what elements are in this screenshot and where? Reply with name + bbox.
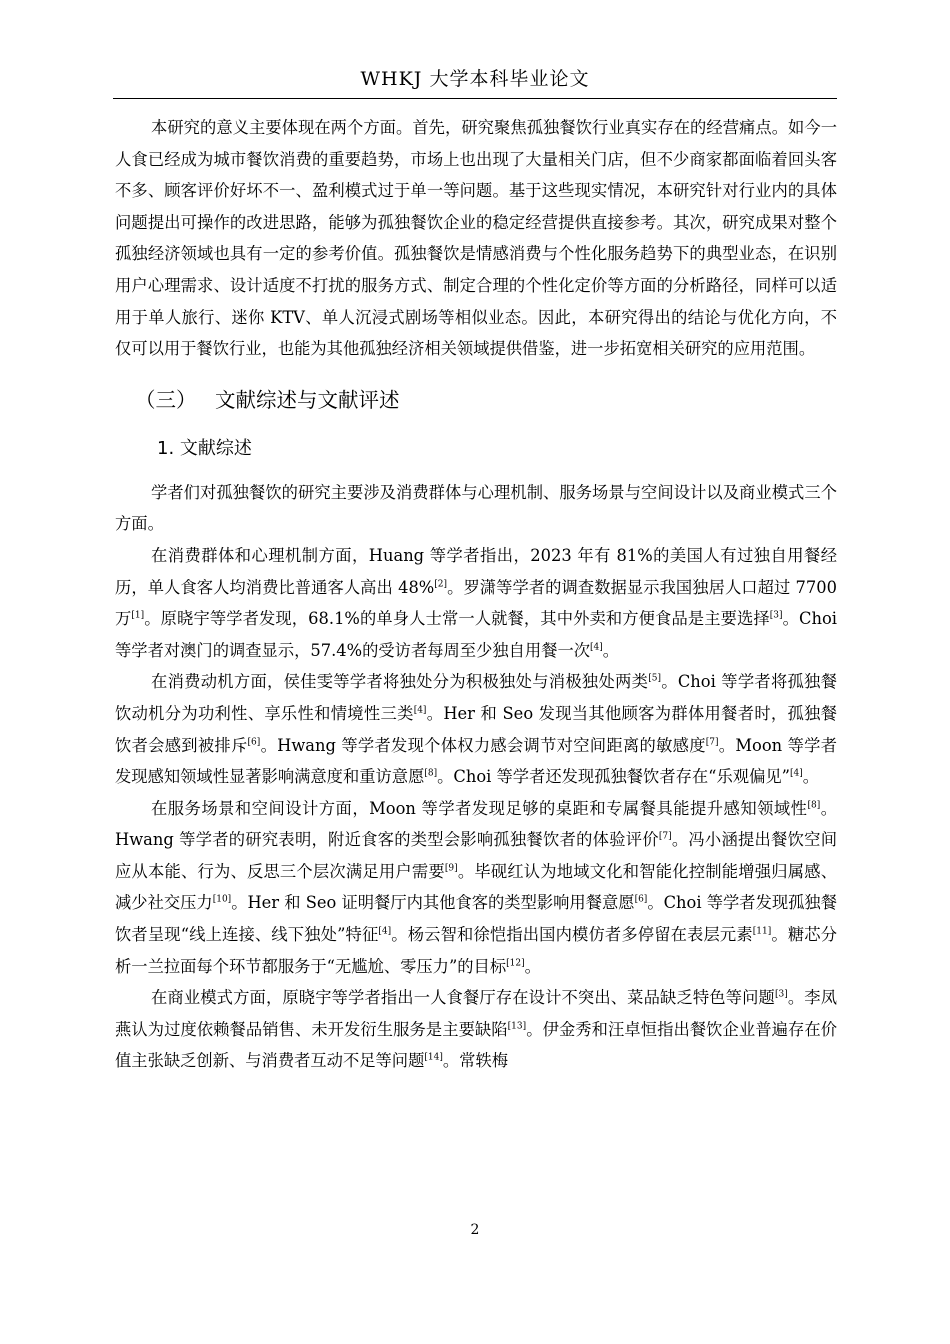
text: 。伊金秀和汪卓恒指出餐饮企业普遍存在价值主张缺乏创新、与消费者互动不足等问题 (115, 1019, 837, 1071)
text: 。 (524, 956, 541, 976)
page-header (113, 64, 837, 99)
text: 。Moon 等学者发现感知领域性显著影响满意度和重访意愿 (115, 735, 837, 787)
intro-paragraph: 本研究的意义主要体现在两个方面。首先，研究聚焦孤独餐饮行业真实存在的经营痛点。如今一人食已经成为城市餐饮消费的重要趋势，市场上也出现了大量相关门店，但不少商家都面临着回头客不多、顾客评价好坏不一、盈利模式过于单一等问题。基于这些现实情况，本研究针对行业内的具体问题提出可操作的改进思路，能够为孤独餐饮企业的稳定经营提供直接参考。其次，研究成果对整个孤独经济领域也具有一定的参考价值。孤独餐饮是情感消费与个性化服务趋势下的典型业态，在识别用户心理需求、设计适度不打扰的服务方式、制定合理的个性化定价等方面的分析路径，同样可以适用于单人旅行、迷你 KTV、单人沉浸式剧场等相似业态。因此，本研究得出的结论与优化方向，不仅可以用于餐饮行业，也能为其他孤独经济相关领域提供借鉴，进一步拓宽相关研究的应用范围。 (115, 118, 837, 359)
citation-ref: [11] (752, 926, 772, 937)
text: 。杨云智和徐恺指出国内模仿者多停留在表层元素 (391, 925, 753, 945)
text: 。 (802, 767, 819, 787)
citation-ref: [7] (705, 737, 719, 748)
text: 。Choi 等学者还发现孤独餐饮者存在“乐观偏见” (437, 767, 790, 787)
text: 。 (602, 640, 620, 660)
citation-ref: [5] (648, 673, 661, 684)
text: 。Her 和 Seo 证明餐厅内其他食客的类型影响用餐意愿 (231, 893, 635, 913)
section-heading (115, 379, 837, 421)
citation-ref: [3] (769, 610, 783, 621)
citation-ref: [8] (807, 800, 821, 811)
page-body (115, 112, 837, 1077)
citation-ref: [6] (247, 737, 261, 748)
citation-ref: [12] (506, 958, 525, 969)
review-paragraph-2 (115, 540, 837, 666)
citation-ref: [9] (444, 863, 458, 874)
text: 。Hwang 等学者的研究表明，附近食客的类型会影响孤独餐饮者的体验评价 (115, 798, 837, 850)
text: 。Choi 等学者发现孤独餐饮者呈现“线上连接、线下独处”特征 (115, 893, 837, 945)
text: 。糖芯分析一兰拉面每个环节都服务于“无尴尬、零压力”的目标 (115, 925, 837, 976)
review-paragraph-3 (115, 666, 837, 792)
citation-ref: [3] (774, 989, 788, 1000)
citation-ref: [6] (634, 895, 648, 906)
text: 。原晓宇等学者发现，68.1%的单身人士常一人就餐，其中外卖和方便食品是主要选择 (144, 609, 770, 629)
header-title: WHKJ 大学本科毕业论文 (360, 68, 590, 90)
citation-ref: [4] (789, 768, 803, 779)
review-paragraph-4 (115, 793, 837, 983)
review-paragraph-5 (115, 982, 837, 1077)
subsection-heading: 1. 文献综述 (157, 437, 252, 459)
citation-ref: [13] (507, 1021, 527, 1032)
citation-ref: [1] (131, 610, 145, 621)
citation-ref: [7] (658, 831, 672, 842)
citation-ref: [4] (413, 705, 427, 716)
text: 。Choi 等学者对澳门的调查显示，57.4%的受访者每周至少独自用餐一次 (115, 609, 838, 660)
text: 在消费动机方面，侯佳雯等学者将独处分为积极独处与消极独处两类 (151, 672, 649, 692)
text: 。李凤燕认为过度依赖餐品销售、未开发衍生服务是主要缺陷 (115, 988, 837, 1039)
text: 。常轶梅 (442, 1051, 508, 1071)
section-title: 文献综述与文献评述 (215, 387, 400, 412)
section-number: （三） (135, 387, 197, 412)
text: 在商业模式方面，原晓宇等学者指出一人食餐厅存在设计不突出、菜品缺乏特色等问题 (151, 988, 775, 1008)
text: 在服务场景和空间设计方面，Moon 等学者发现足够的桌距和专属餐具能提升感知领域性 (151, 798, 808, 818)
text: 。冯小涵提出餐饮空间应从本能、行为、反思三个层次满足用户需要 (115, 830, 837, 881)
citation-ref: [4] (590, 642, 603, 653)
text: 在消费群体和心理机制方面，Huang 等学者指出，2023 年有 81%的美国人有过独自用餐经历，单人食客人均消费比普通客人高出 48% (115, 545, 837, 597)
text: 。Her 和 Seo 发现当其他顾客为群体用餐者时，孤独餐饮者会感到被排斥 (115, 703, 837, 755)
citation-ref: [4] (378, 926, 392, 937)
page-number: 2 (470, 1222, 480, 1238)
citation-ref: [10] (212, 895, 232, 906)
text: 。毕砚红认为地域文化和智能化控制能增强归属感、减少社交压力 (115, 861, 837, 913)
text: 。Choi 等学者将孤独餐饮动机分为功利性、享乐性和情境性三类 (115, 672, 837, 723)
text: 。罗潇等学者的调查数据显示我国独居人口超过 7700 万 (115, 577, 837, 629)
review-paragraph-1: 学者们对孤独餐饮的研究主要涉及消费群体与心理机制、服务场景与空间设计以及商业模式三个方面。 (115, 482, 837, 534)
citation-ref: [2] (434, 579, 448, 590)
citation-ref: [8] (424, 768, 438, 779)
text: 。Hwang 等学者发现个体权力感会调节对空间距离的敏感度 (260, 735, 706, 755)
citation-ref: [14] (424, 1053, 443, 1064)
